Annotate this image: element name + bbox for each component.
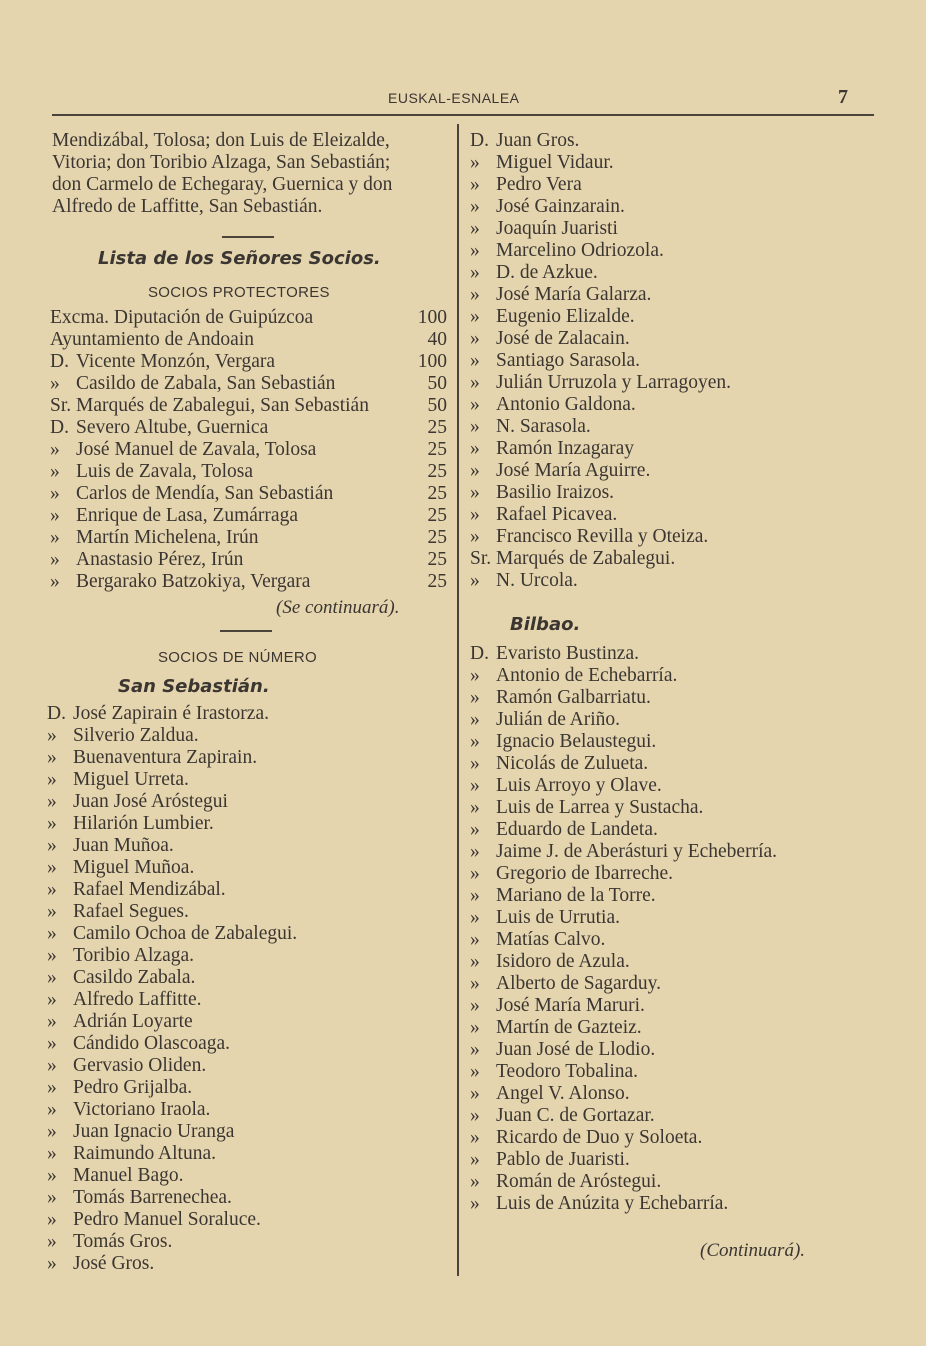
list-item (470, 995, 870, 1017)
entry-prefix: » (50, 373, 60, 394)
entry-prefix: » (470, 819, 480, 840)
list-item (470, 797, 870, 819)
entry-prefix: » (47, 857, 57, 878)
entry-prefix: D. (470, 130, 489, 151)
entry-prefix: » (47, 1055, 57, 1076)
intro-line: Vitoria; don Toribio Alzaga, San Sebastián; (52, 152, 391, 173)
member-name: Román de Aróstegui. (496, 1171, 662, 1192)
entry-prefix: » (470, 526, 480, 547)
entry-prefix: » (470, 394, 480, 415)
entry-prefix: » (470, 1171, 480, 1192)
member-name: Miguel Vidaur. (496, 152, 614, 173)
member-name: Juan Muñoa. (73, 835, 174, 856)
list-item (470, 775, 870, 797)
numero-heading: SOCIOS DE NÚMERO (158, 649, 317, 666)
member-name: Ayuntamiento de Andoain (50, 329, 255, 350)
list-item (470, 819, 870, 841)
entry-prefix: » (470, 152, 480, 173)
entry-prefix: » (50, 461, 60, 482)
member-name: Rafael Mendizábal. (73, 879, 226, 900)
entry-prefix: » (50, 505, 60, 526)
member-name: Miguel Urreta. (73, 769, 189, 790)
member-name: Carlos de Mendía, San Sebastián (76, 483, 334, 504)
list-item (470, 1171, 870, 1193)
list-item (470, 328, 870, 350)
list-item (47, 725, 447, 747)
entry-prefix: » (47, 1209, 57, 1230)
entry-prefix: » (470, 1017, 480, 1038)
member-name: Eugenio Elizalde. (496, 306, 635, 327)
member-name: Ramón Galbarriatu. (496, 687, 651, 708)
member-name: Jaime J. de Aberásturi y Echeberría. (496, 841, 778, 862)
list-item (47, 923, 447, 945)
member-name: Casildo de Zabala, San Sebastián (76, 373, 336, 394)
list-item (47, 1055, 447, 1077)
member-name: D. de Azkue. (496, 262, 598, 283)
contribution-amount: 25 (427, 549, 447, 570)
list-item (470, 482, 870, 504)
list-item (470, 416, 870, 438)
entry-prefix: » (47, 791, 57, 812)
list-item (470, 951, 870, 973)
entry-prefix: » (470, 504, 480, 525)
list-item (50, 329, 447, 351)
entry-prefix: » (470, 416, 480, 437)
list-item (47, 989, 447, 1011)
contribution-amount: 25 (427, 571, 447, 592)
list-item (470, 1017, 870, 1039)
member-name: Gregorio de Ibarreche. (496, 863, 674, 884)
member-name: Cándido Olascoaga. (73, 1033, 231, 1054)
list-item (470, 438, 870, 460)
list-item (470, 174, 870, 196)
member-name: Raimundo Altuna. (73, 1143, 216, 1164)
page-number: 7 (838, 86, 848, 108)
list-item (470, 885, 870, 907)
entry-prefix: » (470, 262, 480, 283)
entry-prefix: » (470, 1061, 480, 1082)
entry-prefix: » (47, 1253, 57, 1274)
intro-line: don Carmelo de Echegaray, Guernica y don (52, 174, 393, 195)
entry-prefix: » (470, 863, 480, 884)
numero-list (47, 703, 447, 1275)
entry-prefix: » (47, 1077, 57, 1098)
entry-prefix: » (47, 1011, 57, 1032)
member-name: Evaristo Bustinza. (496, 643, 639, 664)
member-name: Excma. Diputación de Guipúzcoa (50, 307, 314, 328)
list-item (50, 505, 447, 527)
list-item (47, 1253, 447, 1275)
list-title: Lista de los Señores Socios. (98, 248, 381, 269)
member-name: Luis de Anúzita y Echebarría. (496, 1193, 729, 1214)
entry-prefix: Sr. (470, 548, 492, 569)
member-name: Nicolás de Zulueta. (496, 753, 649, 774)
list-item (47, 791, 447, 813)
entry-prefix: » (50, 483, 60, 504)
list-item (470, 570, 870, 592)
entry-prefix: » (470, 731, 480, 752)
list-item (470, 306, 870, 328)
member-name: Marqués de Zabalegui, San Sebastián (76, 395, 369, 416)
entry-prefix: » (47, 1033, 57, 1054)
entry-prefix: » (470, 196, 480, 217)
intro-line: Alfredo de Laffitte, San Sebastián. (52, 196, 323, 217)
list-item (50, 395, 447, 417)
city-heading-san-sebastian: San Sebastián. (118, 676, 270, 697)
entry-prefix: » (470, 951, 480, 972)
list-item (470, 548, 870, 570)
list-item (470, 284, 870, 306)
entry-prefix: » (470, 240, 480, 261)
list-item (470, 907, 870, 929)
list-item (470, 1083, 870, 1105)
contribution-amount: 25 (427, 527, 447, 548)
entry-prefix: » (470, 1149, 480, 1170)
member-name: Luis de Zavala, Tolosa (76, 461, 253, 482)
list-item (470, 372, 870, 394)
intro-paragraph (52, 130, 452, 218)
entry-prefix: » (470, 929, 480, 950)
entry-prefix: » (470, 284, 480, 305)
member-name: Basilio Iraizos. (496, 482, 615, 503)
entry-prefix: » (470, 306, 480, 327)
member-name: José Zapirain é Irastorza. (73, 703, 269, 724)
list-item (470, 665, 870, 687)
list-item (470, 526, 870, 548)
member-name: Juan José Aróstegui (73, 791, 228, 812)
member-name: Pedro Manuel Soraluce. (73, 1209, 261, 1230)
list-item (47, 1165, 447, 1187)
list-item (47, 1143, 447, 1165)
member-name: Rafael Segues. (73, 901, 189, 922)
list-item (47, 901, 447, 923)
entry-prefix: » (470, 797, 480, 818)
list-item (470, 863, 870, 885)
entry-prefix: » (470, 995, 480, 1016)
section-rule (222, 236, 274, 238)
list-item (47, 1231, 447, 1253)
list-item (47, 1099, 447, 1121)
list-item (50, 373, 447, 395)
entry-prefix: » (47, 901, 57, 922)
member-name: N. Urcola. (496, 570, 578, 591)
list-item (47, 769, 447, 791)
member-name: Marqués de Zabalegui. (496, 548, 676, 569)
entry-prefix: » (47, 1121, 57, 1142)
header-rule (52, 114, 874, 116)
contribution-amount: 100 (417, 307, 447, 328)
bilbao-list (470, 643, 870, 1215)
entry-prefix: » (470, 753, 480, 774)
list-item (50, 571, 447, 593)
list-item (47, 703, 447, 725)
member-name: Eduardo de Landeta. (496, 819, 658, 840)
contribution-amount: 100 (417, 351, 447, 372)
contribution-amount: 50 (427, 395, 447, 416)
list-item (470, 1149, 870, 1171)
list-item (470, 262, 870, 284)
entry-prefix: » (47, 747, 57, 768)
list-item (50, 351, 447, 373)
list-item (470, 218, 870, 240)
member-name: Martín de Gazteiz. (496, 1017, 642, 1038)
entry-prefix: » (47, 1165, 57, 1186)
member-name: Casildo Zabala. (73, 967, 196, 988)
entry-prefix: » (470, 1083, 480, 1104)
entry-prefix: » (470, 350, 480, 371)
list-item (470, 1105, 870, 1127)
journal-title: EUSKAL-ESNALEA (388, 90, 520, 106)
member-name: Toribio Alzaga. (73, 945, 195, 966)
list-item (47, 747, 447, 769)
entry-prefix: » (470, 1193, 480, 1214)
list-item (470, 973, 870, 995)
member-name: Bergarako Batzokiya, Vergara (76, 571, 311, 592)
member-name: Julián de Ariño. (496, 709, 621, 730)
member-name: Antonio Galdona. (496, 394, 636, 415)
entry-prefix: » (47, 1143, 57, 1164)
entry-prefix: » (470, 482, 480, 503)
member-name: Camilo Ochoa de Zabalegui. (73, 923, 298, 944)
member-name: José María Maruri. (496, 995, 645, 1016)
entry-prefix: » (470, 438, 480, 459)
member-name: Pedro Grijalba. (73, 1077, 193, 1098)
member-name: Matías Calvo. (496, 929, 606, 950)
member-name: N. Sarasola. (496, 416, 591, 437)
list-item (470, 709, 870, 731)
city-heading-bilbao: Bilbao. (510, 614, 581, 635)
entry-prefix: D. (47, 703, 66, 724)
entry-prefix: » (47, 989, 57, 1010)
member-name: Luis Arroyo y Olave. (496, 775, 662, 796)
list-item (50, 483, 447, 505)
member-name: Rafael Picavea. (496, 504, 618, 525)
entry-prefix: » (47, 1187, 57, 1208)
list-item (47, 1187, 447, 1209)
list-item (47, 857, 447, 879)
continuara: (Continuará). (700, 1240, 806, 1261)
list-item (47, 967, 447, 989)
entry-prefix: D. (470, 643, 489, 664)
member-name: Ricardo de Duo y Soloeta. (496, 1127, 703, 1148)
entry-prefix: » (47, 879, 57, 900)
member-name: Silverio Zaldua. (73, 725, 199, 746)
member-name: Teodoro Tobalina. (496, 1061, 639, 1082)
member-name: Anastasio Pérez, Irún (76, 549, 244, 570)
entry-prefix: » (470, 174, 480, 195)
list-item (47, 945, 447, 967)
member-name: Alberto de Sagarduy. (496, 973, 661, 994)
member-name: Tomás Barrenechea. (73, 1187, 232, 1208)
entry-prefix: » (47, 923, 57, 944)
member-name: Joaquín Juaristi (496, 218, 618, 239)
column-divider (457, 124, 459, 1276)
member-name: Isidoro de Azula. (496, 951, 630, 972)
member-name: Gervasio Oliden. (73, 1055, 207, 1076)
entry-prefix: D. (50, 351, 69, 372)
entry-prefix: » (470, 328, 480, 349)
list-item (470, 130, 870, 152)
member-name: Luis de Urrutia. (496, 907, 621, 928)
entry-prefix: Sr. (50, 395, 72, 416)
list-item (470, 152, 870, 174)
member-name: Juan Gros. (496, 130, 580, 151)
entry-prefix: » (47, 945, 57, 966)
entry-prefix: » (47, 967, 57, 988)
entry-prefix: » (47, 1231, 57, 1252)
member-name: Vicente Monzón, Vergara (76, 351, 275, 372)
member-name: Santiago Sarasola. (496, 350, 641, 371)
list-item (470, 1039, 870, 1061)
entry-prefix: » (470, 1105, 480, 1126)
list-item (470, 196, 870, 218)
list-item (470, 240, 870, 262)
contribution-amount: 40 (427, 329, 447, 350)
entry-prefix: » (470, 885, 480, 906)
list-item (47, 879, 447, 901)
se-continuara: (Se continuará). (276, 597, 400, 618)
entry-prefix: D. (50, 417, 69, 438)
protectores-heading: SOCIOS PROTECTORES (148, 284, 330, 301)
member-name: Martín Michelena, Irún (76, 527, 259, 548)
section-rule (220, 630, 272, 632)
member-name: Juan C. de Gortazar. (496, 1105, 655, 1126)
list-item (47, 1209, 447, 1231)
list-item (470, 1061, 870, 1083)
member-name: Ignacio Belaustegui. (496, 731, 657, 752)
list-item (470, 1193, 870, 1215)
list-item (50, 461, 447, 483)
member-name: Ramón Inzagaray (496, 438, 635, 459)
member-name: Victoriano Iraola. (73, 1099, 211, 1120)
entry-prefix: » (50, 527, 60, 548)
contribution-amount: 25 (427, 505, 447, 526)
member-name: José Gainzarain. (496, 196, 625, 217)
list-item (47, 1011, 447, 1033)
member-name: José de Zalacain. (496, 328, 630, 349)
member-name: Juan José de Llodio. (496, 1039, 656, 1060)
list-item (470, 504, 870, 526)
member-name: Pedro Vera (496, 174, 582, 195)
list-item (50, 417, 447, 439)
entry-prefix: » (470, 1039, 480, 1060)
intro-line: Mendizábal, Tolosa; don Luis de Eleizalde, (52, 130, 390, 151)
entry-prefix: » (470, 1127, 480, 1148)
member-name: Buenaventura Zapirain. (73, 747, 258, 768)
member-name: Francisco Revilla y Oteiza. (496, 526, 709, 547)
entry-prefix: » (470, 665, 480, 686)
member-name: Miguel Muñoa. (73, 857, 195, 878)
entry-prefix: » (470, 570, 480, 591)
list-item (50, 439, 447, 461)
contribution-amount: 25 (427, 461, 447, 482)
list-item (47, 1077, 447, 1099)
list-item (470, 929, 870, 951)
entry-prefix: » (47, 835, 57, 856)
entry-prefix: » (50, 571, 60, 592)
list-item (47, 1121, 447, 1143)
protectores-list (50, 307, 447, 593)
entry-prefix: » (470, 907, 480, 928)
member-name: Juan Ignacio Uranga (73, 1121, 235, 1142)
member-name: Angel V. Alonso. (496, 1083, 630, 1104)
contribution-amount: 50 (427, 373, 447, 394)
member-name: José María Aguirre. (496, 460, 651, 481)
list-item (470, 1127, 870, 1149)
contribution-amount: 25 (427, 483, 447, 504)
entry-prefix: » (470, 841, 480, 862)
list-item (470, 350, 870, 372)
member-name: Manuel Bago. (73, 1165, 184, 1186)
list-item (47, 835, 447, 857)
entry-prefix: » (470, 460, 480, 481)
member-name: Adrián Loyarte (73, 1011, 193, 1032)
entry-prefix: » (47, 813, 57, 834)
list-item (47, 1033, 447, 1055)
member-name: Julián Urruzola y Larragoyen. (496, 372, 731, 393)
member-name: Antonio de Echebarría. (496, 665, 678, 686)
entry-prefix: » (47, 725, 57, 746)
entry-prefix: » (47, 1099, 57, 1120)
member-name: Severo Altube, Guernica (76, 417, 269, 438)
list-item (470, 731, 870, 753)
entry-prefix: » (470, 973, 480, 994)
list-item (470, 687, 870, 709)
member-name: José María Galarza. (496, 284, 652, 305)
list-item (470, 460, 870, 482)
contribution-amount: 25 (427, 417, 447, 438)
entry-prefix: » (470, 372, 480, 393)
list-item (470, 753, 870, 775)
member-name: Marcelino Odriozola. (496, 240, 664, 261)
member-name: Tomás Gros. (73, 1231, 173, 1252)
member-name: José Manuel de Zavala, Tolosa (76, 439, 317, 460)
member-name: Alfredo Laffitte. (73, 989, 202, 1010)
list-item (470, 841, 870, 863)
entry-prefix: » (470, 775, 480, 796)
list-item (470, 394, 870, 416)
entry-prefix: » (470, 218, 480, 239)
list-item (50, 549, 447, 571)
member-name: Pablo de Juaristi. (496, 1149, 630, 1170)
entry-prefix: » (470, 709, 480, 730)
contribution-amount: 25 (427, 439, 447, 460)
member-name: Mariano de la Torre. (496, 885, 656, 906)
member-name: Luis de Larrea y Sustacha. (496, 797, 704, 818)
member-name: Hilarión Lumbier. (73, 813, 214, 834)
member-name: Enrique de Lasa, Zumárraga (76, 505, 298, 526)
list-item (50, 307, 447, 329)
entry-prefix: » (470, 687, 480, 708)
member-name: José Gros. (73, 1253, 155, 1274)
list-item (50, 527, 447, 549)
right-list (470, 130, 870, 592)
list-item (47, 813, 447, 835)
entry-prefix: » (47, 769, 57, 790)
entry-prefix: » (50, 439, 60, 460)
list-item (470, 643, 870, 665)
entry-prefix: » (50, 549, 60, 570)
